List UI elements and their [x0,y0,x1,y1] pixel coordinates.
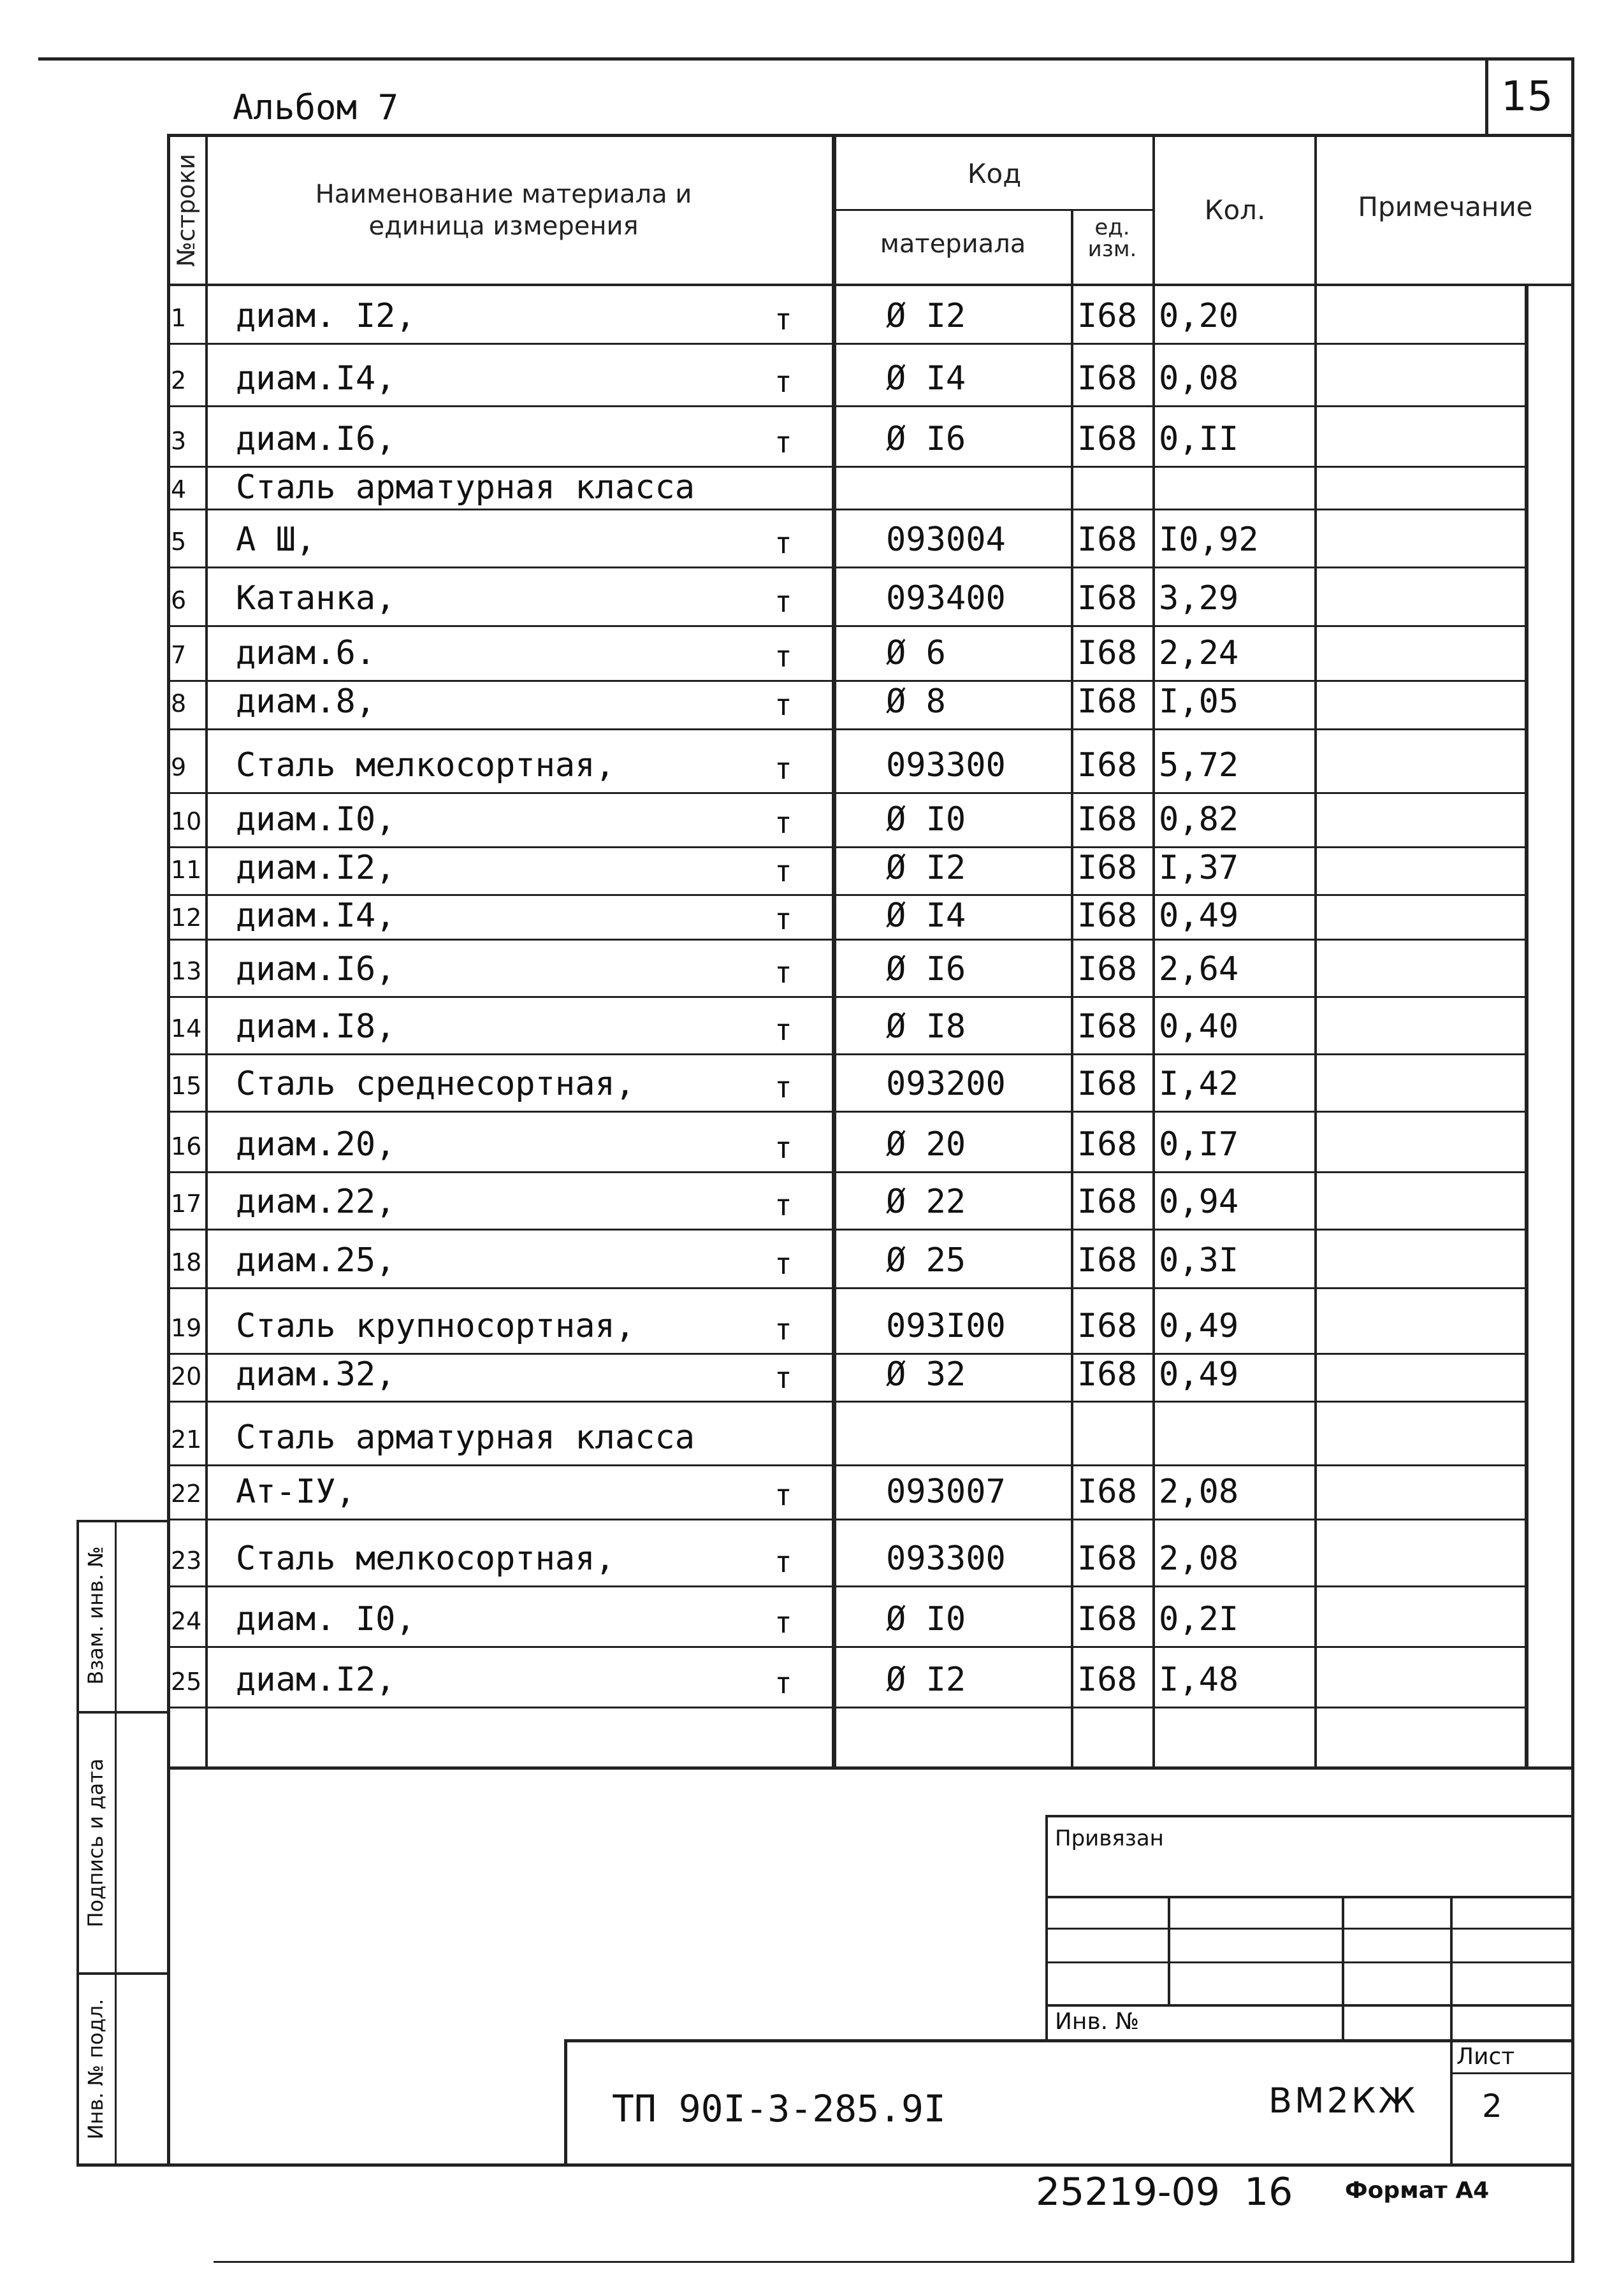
material-name: диам.22, [236,1183,396,1221]
material-name: диам.6. [236,634,376,672]
material-name: Сталь мелкосортная, [236,1540,615,1578]
quantity: 0,94 [1159,1183,1239,1221]
row-number: 22 [171,1480,202,1508]
row-separator [167,996,1528,998]
unit-letter: т [774,1312,792,1347]
stamp-top-line [1045,1815,1574,1817]
row-number: 13 [171,957,202,985]
unit-code: I68 [1077,1307,1137,1345]
header-name: Наименование материала и единица измерения [315,180,692,241]
row-separator [167,792,1528,794]
unit-code: I68 [1077,1065,1137,1103]
row-separator [167,1111,1528,1113]
header-row-number [167,137,205,284]
unit-letter: т [774,902,792,936]
archive-number: 25219-09 16 [1036,2170,1293,2214]
material-name: диам.I6, [236,420,396,458]
material-name: диам.I2, [236,1661,396,1699]
stamp-privyazan: Привязан [1055,1826,1164,1851]
row-separator [167,1353,1528,1355]
row-separator [167,1519,1528,1520]
material-code: Ø I6 [886,420,966,458]
material-name: диам. I0, [236,1600,416,1638]
quantity: 0,49 [1159,1355,1239,1394]
sheet-number: 15 [1501,73,1553,120]
col-line-rownum [205,134,208,1768]
unit-letter: т [774,1666,792,1700]
header-code: Код [967,158,1022,189]
unit-code: I68 [1077,634,1137,672]
unit-letter: т [774,1130,792,1165]
unit-code: I68 [1077,800,1137,839]
row-number: 17 [171,1190,202,1218]
side-block-bottom [76,2163,1574,2167]
row-number: 6 [171,586,187,614]
quantity: 2,08 [1159,1540,1239,1578]
unit-code: I68 [1077,1125,1137,1164]
row-separator [167,1229,1528,1231]
quantity: I,42 [1159,1065,1239,1103]
row-separator [167,567,1528,568]
header-row-number-text: №строки [172,154,200,267]
unit-letter: т [774,639,792,674]
list-label: Лист [1456,2044,1515,2070]
row-separator [167,1287,1528,1289]
material-name: Сталь мелкосортная, [236,746,615,784]
material-name: Катанка, [236,579,396,617]
unit-letter: т [774,1545,792,1579]
material-code: 093004 [886,521,1006,559]
quantity: 0,08 [1159,359,1239,398]
header-qty: Кол. [1204,194,1266,226]
material-name: диам.I4, [236,897,396,935]
material-name: диам.I0, [236,800,396,839]
row-number: 4 [171,475,187,503]
material-name: диам.I4, [236,359,396,398]
unit-letter: т [774,1013,792,1047]
quantity: 0,3I [1159,1241,1239,1280]
row-separator [167,1053,1528,1055]
quantity: 2,24 [1159,634,1239,672]
material-code: Ø I0 [886,800,966,839]
quantity: 0,20 [1159,297,1239,335]
side-label-podpis: Подпись и дата [83,1758,108,1928]
row-number: 9 [171,753,187,781]
header-bottom-line [167,284,1574,286]
unit-code: I68 [1077,1183,1137,1221]
unit-letter: т [774,526,792,560]
unit-code: I68 [1077,897,1137,935]
quantity: I0,92 [1159,521,1259,559]
quantity: 5,72 [1159,746,1239,784]
row-number: 7 [171,641,187,669]
material-code: Ø 32 [886,1355,966,1394]
frame-top-line [167,134,1574,137]
unit-letter: т [774,584,792,619]
material-code: Ø 6 [886,634,946,672]
material-code: Ø I2 [886,297,966,335]
quantity: I,05 [1159,682,1239,721]
unit-code: I68 [1077,1600,1137,1638]
designation-code: ВМ2КЖ [1268,2081,1418,2121]
unit-code: I68 [1077,849,1137,887]
unit-code: I68 [1077,1241,1137,1280]
material-name: диам.25, [236,1241,396,1280]
unit-code: I68 [1077,1007,1137,1046]
material-name: диам.32, [236,1355,396,1394]
material-code: Ø I2 [886,1661,966,1699]
unit-code: I68 [1077,1473,1137,1511]
unit-letter: т [774,365,792,399]
col-line-note-left [1314,134,1317,1768]
unit-code: I68 [1077,297,1137,335]
row-number: 18 [171,1248,202,1276]
material-name: диам.I6, [236,950,396,988]
row-number: 8 [171,690,187,718]
unit-code: I68 [1077,420,1137,458]
stamp-grid-h4 [1045,2004,1574,2007]
material-code: Ø I2 [886,849,966,887]
row-number: 10 [171,807,202,835]
top-border-line [38,57,1574,61]
quantity: 0,I7 [1159,1125,1239,1164]
row-number: 21 [171,1426,202,1454]
material-code: Ø I4 [886,897,966,935]
row-separator [167,343,1528,345]
material-code: Ø I0 [886,1600,966,1638]
material-code: Ø I4 [886,359,966,398]
material-code: Ø 8 [886,682,946,721]
unit-code: I68 [1077,746,1137,784]
material-name: Ат-IУ, [236,1473,356,1511]
material-code: 093200 [886,1065,1006,1103]
quantity: I,48 [1159,1661,1239,1699]
unit-letter: т [774,302,792,336]
material-name: диам.20, [236,1125,396,1164]
designation-top-line [564,2039,1574,2042]
unit-code: I68 [1077,1540,1137,1578]
unit-code: I68 [1077,1355,1137,1394]
unit-letter: т [774,805,792,840]
row-number: 12 [171,904,202,932]
code-subheader-line [835,209,1154,211]
row-number: 20 [171,1362,202,1390]
row-number: 1 [171,304,187,332]
stamp-grid-h2 [1045,1928,1574,1930]
row-separator [167,466,1528,468]
col-line-code-left [832,134,836,1768]
album-label: Альбом 7 [233,87,399,127]
table-bottom-line [167,1766,1574,1770]
row-separator [167,405,1528,407]
row-separator [167,846,1528,848]
row-number: 23 [171,1547,202,1575]
row-number: 11 [171,856,202,884]
row-number: 15 [171,1072,202,1100]
side-label-vzam: Взам. инв. № [83,1546,108,1685]
row-number: 5 [171,528,187,556]
quantity: 0,82 [1159,800,1239,839]
material-code: 093300 [886,746,1006,784]
unit-letter: т [774,854,792,888]
material-code: Ø 20 [886,1125,966,1164]
unit-letter: т [774,1361,792,1395]
stamp-grid-h1 [1045,1896,1574,1898]
row-number: 3 [171,427,187,455]
stamp-grid-v1 [1168,1896,1170,2004]
bottom-border-line [214,2261,1574,2263]
unit-letter: т [774,1188,792,1222]
material-name: Сталь крупносортная, [236,1307,635,1345]
row-separator [167,1585,1528,1587]
unit-letter: т [774,1070,792,1104]
row-separator [167,728,1528,730]
unit-letter: т [774,688,792,722]
unit-letter: т [774,955,792,990]
unit-code: I68 [1077,1661,1137,1699]
material-name: А Ш, [236,521,316,559]
row-separator [167,894,1528,896]
row-number: 2 [171,366,187,394]
unit-code: I68 [1077,521,1137,559]
unit-code: I68 [1077,359,1137,398]
quantity: 2,08 [1159,1473,1239,1511]
quantity: I,37 [1159,849,1239,887]
material-name: диам.I8, [236,1007,396,1046]
list-number: 2 [1482,2088,1502,2125]
row-separator [167,680,1528,682]
row-separator [167,1171,1528,1173]
unit-letter: т [774,1246,792,1281]
quantity: 0,40 [1159,1007,1239,1046]
unit-code: I68 [1077,950,1137,988]
material-name: Сталь арматурная класса [236,468,695,507]
right-border-line [1571,57,1574,2262]
designation: ТП 90I-3-285.9I [612,2087,946,2130]
row-separator [167,1646,1528,1648]
material-name: диам.8, [236,682,376,721]
quantity: 2,64 [1159,950,1239,988]
quantity: 0,II [1159,420,1239,458]
material-code: 093400 [886,579,1006,617]
material-name: Сталь арматурная класса [236,1419,695,1457]
list-label-line [1450,2072,1574,2074]
material-code: Ø 25 [886,1241,966,1280]
material-name: диам. I2, [236,297,416,335]
unit-letter: т [774,751,792,786]
unit-code: I68 [1077,682,1137,721]
sheet-number-box-left [1485,57,1488,134]
unit-code: I68 [1077,579,1137,617]
quantity: 0,49 [1159,897,1239,935]
material-code: 093300 [886,1540,1006,1578]
designation-left-line [564,2039,567,2165]
row-number: 25 [171,1668,202,1696]
header-note: Примечание [1358,191,1533,222]
row-separator [167,1707,1528,1708]
material-code: 093I00 [886,1307,1006,1345]
frame-left-line [167,134,170,2165]
material-code: Ø I8 [886,1007,966,1046]
stamp-inv-no: Инв. № [1055,2009,1140,2035]
header-material: материала [880,229,1026,259]
row-separator [167,939,1528,941]
header-unit: ед. изм. [1087,215,1137,262]
material-code: Ø I6 [886,950,966,988]
material-name: Сталь среднесортная, [236,1065,635,1103]
stamp-grid-v2 [1342,1896,1344,2041]
format-label: Формат А4 [1345,2177,1490,2204]
row-separator [167,1401,1528,1403]
unit-letter: т [774,1605,792,1640]
row-number: 16 [171,1132,202,1160]
side-label-inv-podl: Инв. № подл. [83,1998,108,2140]
col-line-unit-left [1071,209,1073,1768]
side-block-mid [115,1520,117,2165]
row-separator [167,625,1528,627]
material-name: диам.I2, [236,849,396,887]
quantity: 0,2I [1159,1600,1239,1638]
col-line-qty-left [1152,134,1155,1768]
unit-letter: т [774,1478,792,1512]
unit-letter: т [774,425,792,459]
stamp-grid-h3 [1045,1961,1574,1963]
stamp-grid-v3 [1450,1896,1453,2165]
row-number: 24 [171,1607,202,1635]
row-number: 14 [171,1014,202,1043]
row-separator [167,509,1528,510]
row-separator [167,1464,1528,1466]
row-number: 19 [171,1314,202,1342]
quantity: 3,29 [1159,579,1239,617]
quantity: 0,49 [1159,1307,1239,1345]
material-code: Ø 22 [886,1183,966,1221]
material-code: 093007 [886,1473,1006,1511]
